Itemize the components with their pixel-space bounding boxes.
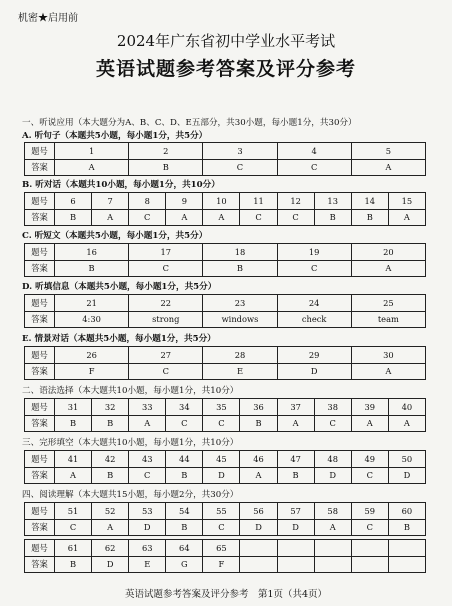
answer-cell: A (388, 415, 425, 432)
answer-cell: D (92, 556, 129, 573)
answer-row-label: 答案 (25, 519, 55, 536)
answer-table (24, 539, 426, 573)
answer-cell: B (92, 415, 129, 432)
answer-row (25, 311, 426, 328)
answer-cell: B (388, 519, 425, 536)
question-number-cell: 52 (92, 503, 129, 520)
answer-cell: F (203, 556, 240, 573)
answer-cell: team (351, 311, 425, 328)
question-number-cell: 28 (203, 347, 277, 364)
question-number-row-label: 题号 (25, 540, 55, 557)
answer-row (25, 556, 426, 573)
answer-cell: strong (129, 311, 203, 328)
question-number-cell: 24 (277, 295, 351, 312)
answer-cell: A (92, 519, 129, 536)
answer-cell: B (92, 467, 129, 484)
exam-title: 2024年广东省初中学业水平考试 (116, 32, 336, 50)
question-number-cell: 46 (240, 451, 277, 468)
question-number-cell: 65 (203, 540, 240, 557)
answer-cell: B (240, 415, 277, 432)
answer-cell: B (55, 209, 92, 226)
answer-cell: windows (203, 311, 277, 328)
answer-cell: B (166, 519, 203, 536)
answer-cell: C (55, 519, 92, 536)
question-number-cell: 5 (351, 143, 425, 160)
question-number-row-label: 题号 (25, 244, 55, 261)
question-number-cell: 48 (314, 451, 351, 468)
answer-cell: C (129, 363, 203, 380)
question-number-row-label: 题号 (25, 503, 55, 520)
part-e-heading: E. 情景对话（本题共5小题，每小题1分，共5分） (22, 334, 216, 344)
question-number-row (25, 193, 426, 210)
answer-cell: C (129, 209, 166, 226)
answer-cell (277, 556, 314, 573)
answer-cell: B (166, 467, 203, 484)
answer-cell: check (277, 311, 351, 328)
question-number-cell: 63 (129, 540, 166, 557)
question-number-cell: 35 (203, 399, 240, 416)
confidential-label: 机密★启用前 (18, 13, 78, 24)
answer-cell: D (277, 363, 351, 380)
answer-row-label: 答案 (25, 209, 55, 226)
answer-cell: A (277, 415, 314, 432)
answer-cell: C (129, 260, 203, 277)
question-number-row (25, 347, 426, 364)
answer-cell: C (129, 467, 166, 484)
question-number-cell (388, 540, 425, 557)
section-2-heading: 二、语法选择（本大题共10小题，每小题1分，共10分） (22, 386, 239, 396)
question-number-cell: 23 (203, 295, 277, 312)
question-number-cell: 17 (129, 244, 203, 261)
answer-row-label: 答案 (25, 363, 55, 380)
question-number-cell: 54 (166, 503, 203, 520)
question-number-cell: 27 (129, 347, 203, 364)
question-number-cell: 29 (277, 347, 351, 364)
question-number-cell: 49 (351, 451, 388, 468)
part-c-heading: C. 听短文（本题共5小题，每小题1分，共5分） (22, 231, 208, 241)
answer-cell: A (92, 209, 129, 226)
answer-cell (240, 556, 277, 573)
answer-cell: F (55, 363, 129, 380)
answer-cell: E (129, 556, 166, 573)
answer-cell: A (129, 415, 166, 432)
question-number-cell: 37 (277, 399, 314, 416)
answer-cell: G (166, 556, 203, 573)
answer-cell: D (277, 519, 314, 536)
question-number-cell: 56 (240, 503, 277, 520)
question-number-cell: 53 (129, 503, 166, 520)
answer-cell: C (314, 415, 351, 432)
answer-cell: B (55, 260, 129, 277)
question-number-cell: 18 (203, 244, 277, 261)
question-number-cell: 11 (240, 193, 277, 210)
question-number-row (25, 503, 426, 520)
question-number-cell: 55 (203, 503, 240, 520)
question-number-row-label: 题号 (25, 295, 55, 312)
answer-table (24, 243, 426, 277)
answer-cell (388, 556, 425, 573)
answer-cell: B (314, 209, 351, 226)
answer-cell: B (351, 209, 388, 226)
answer-row (25, 209, 426, 226)
answer-cell: D (129, 519, 166, 536)
answer-cell: C (203, 519, 240, 536)
question-number-cell (351, 540, 388, 557)
question-number-cell: 44 (166, 451, 203, 468)
answer-table (24, 142, 426, 176)
question-number-row (25, 295, 426, 312)
question-number-row-label: 题号 (25, 399, 55, 416)
question-number-cell (277, 540, 314, 557)
question-number-row (25, 244, 426, 261)
answer-cell: 4:30 (55, 311, 129, 328)
question-number-cell (314, 540, 351, 557)
answer-cell: A (55, 159, 129, 176)
answer-cell: C (351, 519, 388, 536)
page-footer: 英语试题参考答案及评分参考 第1页（共4页） (124, 589, 328, 600)
answer-cell: A (166, 209, 203, 226)
answer-cell: E (203, 363, 277, 380)
answer-cell: A (55, 467, 92, 484)
answer-row-label: 答案 (25, 556, 55, 573)
question-number-cell: 45 (203, 451, 240, 468)
question-number-cell: 42 (92, 451, 129, 468)
answer-cell: C (277, 209, 314, 226)
answer-cell: A (240, 467, 277, 484)
question-number-cell: 33 (129, 399, 166, 416)
answer-cell: D (240, 519, 277, 536)
question-number-cell: 19 (277, 244, 351, 261)
question-number-row (25, 540, 426, 557)
answer-cell: C (166, 415, 203, 432)
question-number-cell: 20 (351, 244, 425, 261)
answer-row (25, 467, 426, 484)
question-number-cell: 31 (55, 399, 92, 416)
answer-cell: A (351, 260, 425, 277)
question-number-cell: 60 (388, 503, 425, 520)
answer-cell: A (351, 415, 388, 432)
question-number-cell: 25 (351, 295, 425, 312)
answer-row-label: 答案 (25, 311, 55, 328)
question-number-cell: 8 (129, 193, 166, 210)
part-a-heading: A. 听句子（本题共5小题，每小题1分，共5分） (22, 131, 208, 141)
question-number-cell: 43 (129, 451, 166, 468)
question-number-cell: 14 (351, 193, 388, 210)
answer-cell: C (203, 159, 277, 176)
answer-cell: A (203, 209, 240, 226)
question-number-cell: 50 (388, 451, 425, 468)
answer-cell: C (203, 415, 240, 432)
question-number-cell: 62 (92, 540, 129, 557)
answer-cell: D (388, 467, 425, 484)
answer-cell: C (351, 467, 388, 484)
answer-cell: D (314, 467, 351, 484)
answer-table (24, 398, 426, 432)
answer-cell: B (55, 556, 92, 573)
question-number-cell: 32 (92, 399, 129, 416)
question-number-cell: 2 (129, 143, 203, 160)
question-number-cell: 6 (55, 193, 92, 210)
answer-cell: A (388, 209, 425, 226)
part-d-heading: D. 听填信息（本题共5小题，每小题1分，共5分） (22, 282, 217, 292)
answer-cell: A (351, 159, 425, 176)
question-number-cell: 51 (55, 503, 92, 520)
answer-row-label: 答案 (25, 159, 55, 176)
question-number-cell: 30 (351, 347, 425, 364)
answer-cell: C (277, 159, 351, 176)
question-number-cell: 38 (314, 399, 351, 416)
answer-row-label: 答案 (25, 260, 55, 277)
answer-cell: C (240, 209, 277, 226)
question-number-row-label: 题号 (25, 143, 55, 160)
question-number-cell: 39 (351, 399, 388, 416)
question-number-cell: 34 (166, 399, 203, 416)
answer-row-label: 答案 (25, 415, 55, 432)
question-number-cell: 4 (277, 143, 351, 160)
answer-cell: B (277, 467, 314, 484)
answer-table (24, 294, 426, 328)
question-number-row-label: 题号 (25, 347, 55, 364)
question-number-cell: 10 (203, 193, 240, 210)
answer-cell: D (203, 467, 240, 484)
question-number-cell: 3 (203, 143, 277, 160)
answer-row (25, 363, 426, 380)
question-number-cell: 58 (314, 503, 351, 520)
question-number-cell: 21 (55, 295, 129, 312)
question-number-cell: 47 (277, 451, 314, 468)
question-number-cell: 64 (166, 540, 203, 557)
question-number-cell: 9 (166, 193, 203, 210)
answer-row (25, 519, 426, 536)
document-title: 英语试题参考答案及评分参考 (95, 58, 356, 80)
answer-table (24, 502, 426, 536)
question-number-row (25, 451, 426, 468)
question-number-cell (240, 540, 277, 557)
answer-cell (351, 556, 388, 573)
question-number-cell: 7 (92, 193, 129, 210)
answer-row-label: 答案 (25, 467, 55, 484)
question-number-cell: 26 (55, 347, 129, 364)
answer-cell: A (351, 363, 425, 380)
answer-row (25, 260, 426, 277)
answer-table (24, 192, 426, 226)
question-number-row (25, 399, 426, 416)
answer-row (25, 159, 426, 176)
question-number-row-label: 题号 (25, 451, 55, 468)
section-3-heading: 三、完形填空（本大题共10小题，每小题1分，共10分） (22, 438, 239, 448)
question-number-row (25, 143, 426, 160)
question-number-cell: 12 (277, 193, 314, 210)
answer-cell (314, 556, 351, 573)
section-1-heading: 一、听说应用（本大题分为A、B、C、D、E五部分，共30小题，每小题1分，共30分） (22, 118, 357, 128)
answer-cell: C (277, 260, 351, 277)
question-number-cell: 57 (277, 503, 314, 520)
question-number-cell: 59 (351, 503, 388, 520)
part-b-heading: B. 听对话（本题共10小题，每小题1分，共10分） (22, 180, 220, 190)
answer-cell: A (314, 519, 351, 536)
question-number-cell: 41 (55, 451, 92, 468)
answer-table (24, 450, 426, 484)
answer-cell: B (55, 415, 92, 432)
question-number-cell: 1 (55, 143, 129, 160)
question-number-cell: 40 (388, 399, 425, 416)
question-number-cell: 61 (55, 540, 92, 557)
answer-table (24, 346, 426, 380)
question-number-cell: 36 (240, 399, 277, 416)
question-number-cell: 13 (314, 193, 351, 210)
answer-row (25, 415, 426, 432)
question-number-cell: 16 (55, 244, 129, 261)
question-number-row-label: 题号 (25, 193, 55, 210)
answer-cell: B (129, 159, 203, 176)
question-number-cell: 22 (129, 295, 203, 312)
section-4-heading: 四、阅读理解（本大题共15小题，每小题2分，共30分） (22, 490, 239, 500)
answer-cell: B (203, 260, 277, 277)
question-number-cell: 15 (388, 193, 425, 210)
